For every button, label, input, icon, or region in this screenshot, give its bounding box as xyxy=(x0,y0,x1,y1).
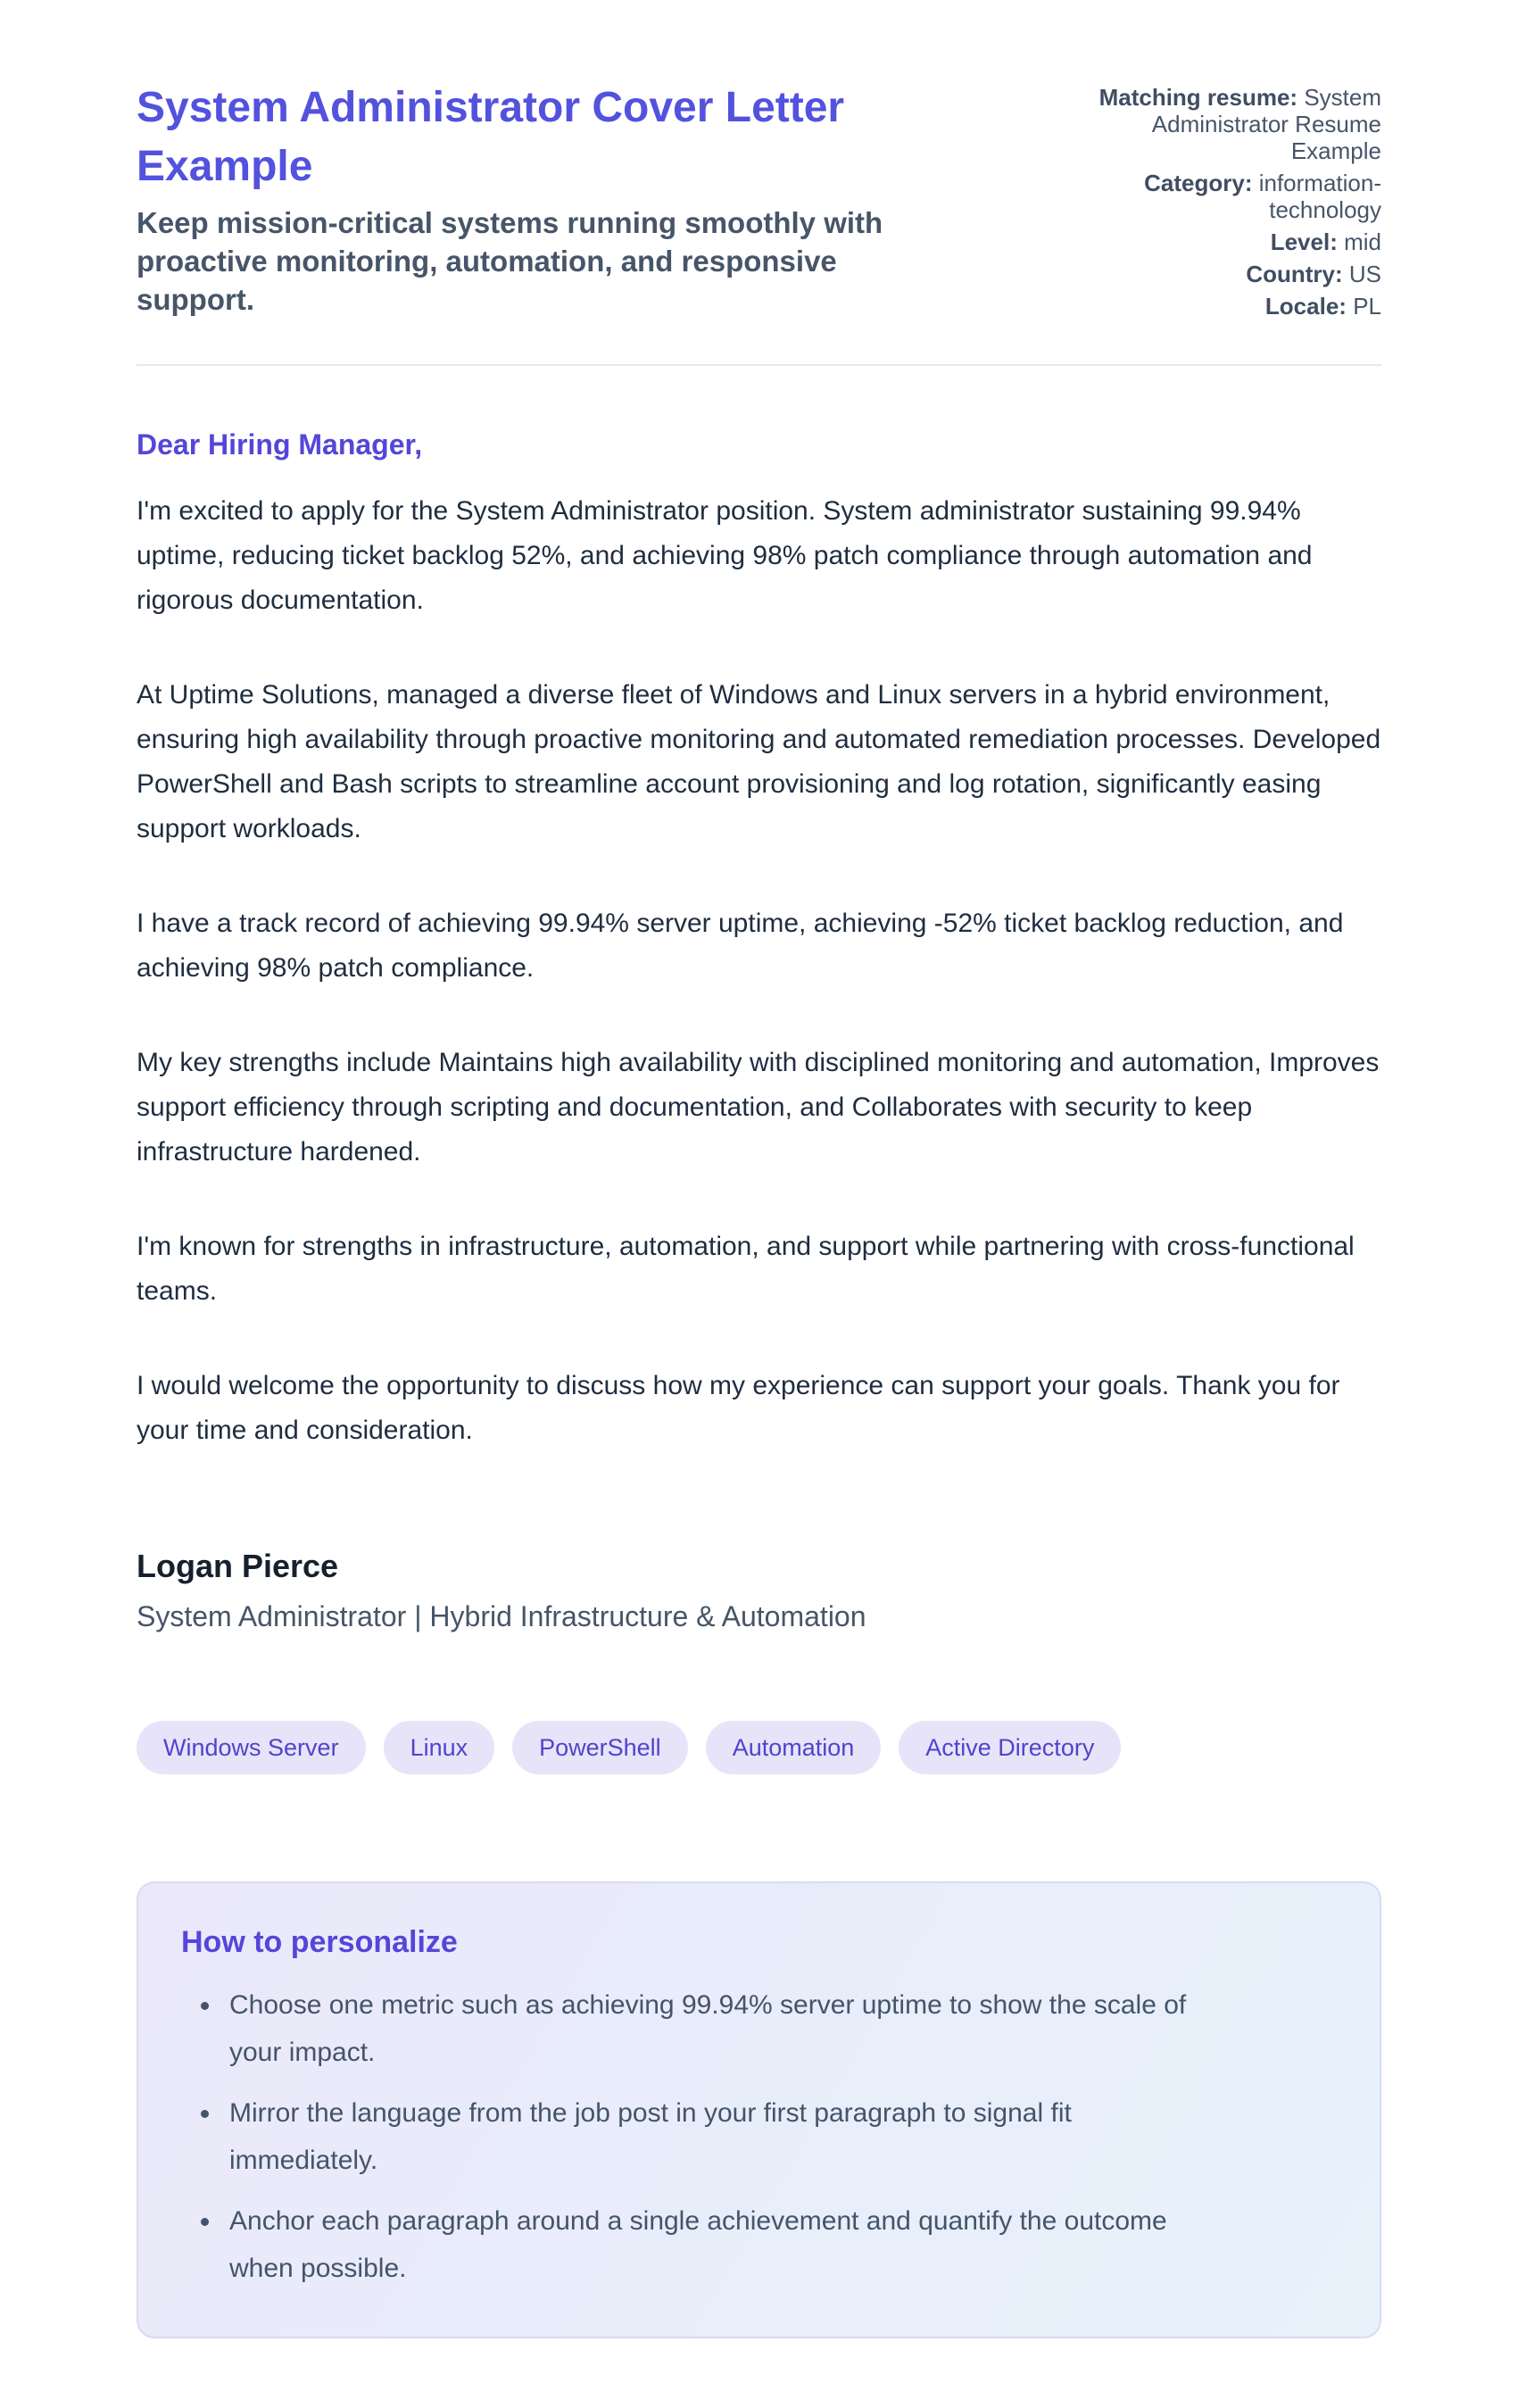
meta-label: Locale: xyxy=(1264,293,1347,320)
skill-tag: PowerShell xyxy=(512,1721,688,1774)
resume-meta-block xyxy=(1096,79,1381,325)
how-to-personalize-box xyxy=(137,1881,1381,2338)
meta-value: System Administrator Resume Example xyxy=(1151,84,1381,164)
letter-body xyxy=(137,427,1381,1635)
letter-paragraph: I'm excited to apply for the System Administrator position. System administrator sustaining 99.94% uptime, reducing ticket backlog 52%, and achieving 98% patch compliance through automation and rigorous documentation. xyxy=(137,496,1313,615)
meta-value: PL xyxy=(1353,293,1381,320)
tip-item: • Choose one metric such as achieving 99.94% server uptime to show the scale of your impact. xyxy=(222,1981,1207,2076)
meta-row-locale xyxy=(1096,293,1381,320)
meta-row-level xyxy=(1096,228,1381,255)
meta-value: mid xyxy=(1344,228,1381,255)
meta-row-matching-resume xyxy=(1096,84,1381,164)
meta-label: Level: xyxy=(1270,228,1338,255)
header-title-block xyxy=(137,79,940,319)
skill-tag-list xyxy=(137,1721,1381,1774)
header-divider xyxy=(137,364,1381,366)
meta-value: US xyxy=(1348,261,1381,287)
letter-signature xyxy=(137,1546,1381,1635)
tip-item: • Anchor each paragraph around a single achievement and quantify the outcome when possible. xyxy=(222,2197,1207,2292)
page-title: System Administrator Cover Letter Example xyxy=(137,84,845,190)
page-header xyxy=(137,79,1381,325)
meta-label: Country: xyxy=(1246,261,1343,287)
letter-paragraph: My key strengths include Maintains high availability with disciplined monitoring and automation, Improves support efficiency through scripting and documentation, and Collaborates with security to keep infrastructure hardened. xyxy=(137,1048,1380,1167)
tips-title: How to personalize xyxy=(181,1925,458,1959)
letter-paragraph: I have a track record of achieving 99.94% server uptime, achieving -52% ticket backlog reduction, and achieving 98% patch compliance. xyxy=(137,909,1344,983)
tip-item: • Mirror the language from the job post in your first paragraph to signal fit immediately. xyxy=(222,2089,1207,2184)
skill-tag: Active Directory xyxy=(899,1721,1121,1774)
meta-label: Category: xyxy=(1144,170,1253,196)
skill-tag: Automation xyxy=(706,1721,882,1774)
skill-tag: Windows Server xyxy=(137,1721,366,1774)
meta-row-category xyxy=(1096,170,1381,223)
skill-tag: Linux xyxy=(384,1721,495,1774)
letter-greeting: Dear Hiring Manager, xyxy=(137,428,423,461)
meta-row-country xyxy=(1096,261,1381,287)
meta-value: information-technology xyxy=(1258,170,1381,223)
letter-paragraph: At Uptime Solutions, managed a diverse fleet of Windows and Linux servers in a hybrid environment, ensuring high availability through proactive monitoring and automated remediation processes. Developed PowerShell and Bash scripts to streamline account provisioning and log rotation, significantly easing support workloads. xyxy=(137,680,1381,843)
letter-paragraph: I would welcome the opportunity to discuss how my experience can support your goals. Thank you for your time and consideration. xyxy=(137,1371,1340,1445)
signature-role: System Administrator | Hybrid Infrastructure & Automation xyxy=(137,1600,866,1632)
letter-paragraph: I'm known for strengths in infrastructure, automation, and support while partnering with cross-functional teams. xyxy=(137,1232,1355,1306)
signature-name: Logan Pierce xyxy=(137,1548,339,1584)
page-subtitle: Keep mission-critical systems running smoothly with proactive monitoring, automation, and responsive support. xyxy=(137,206,883,316)
tips-list xyxy=(181,1981,1207,2292)
meta-label: Matching resume: xyxy=(1098,84,1298,111)
